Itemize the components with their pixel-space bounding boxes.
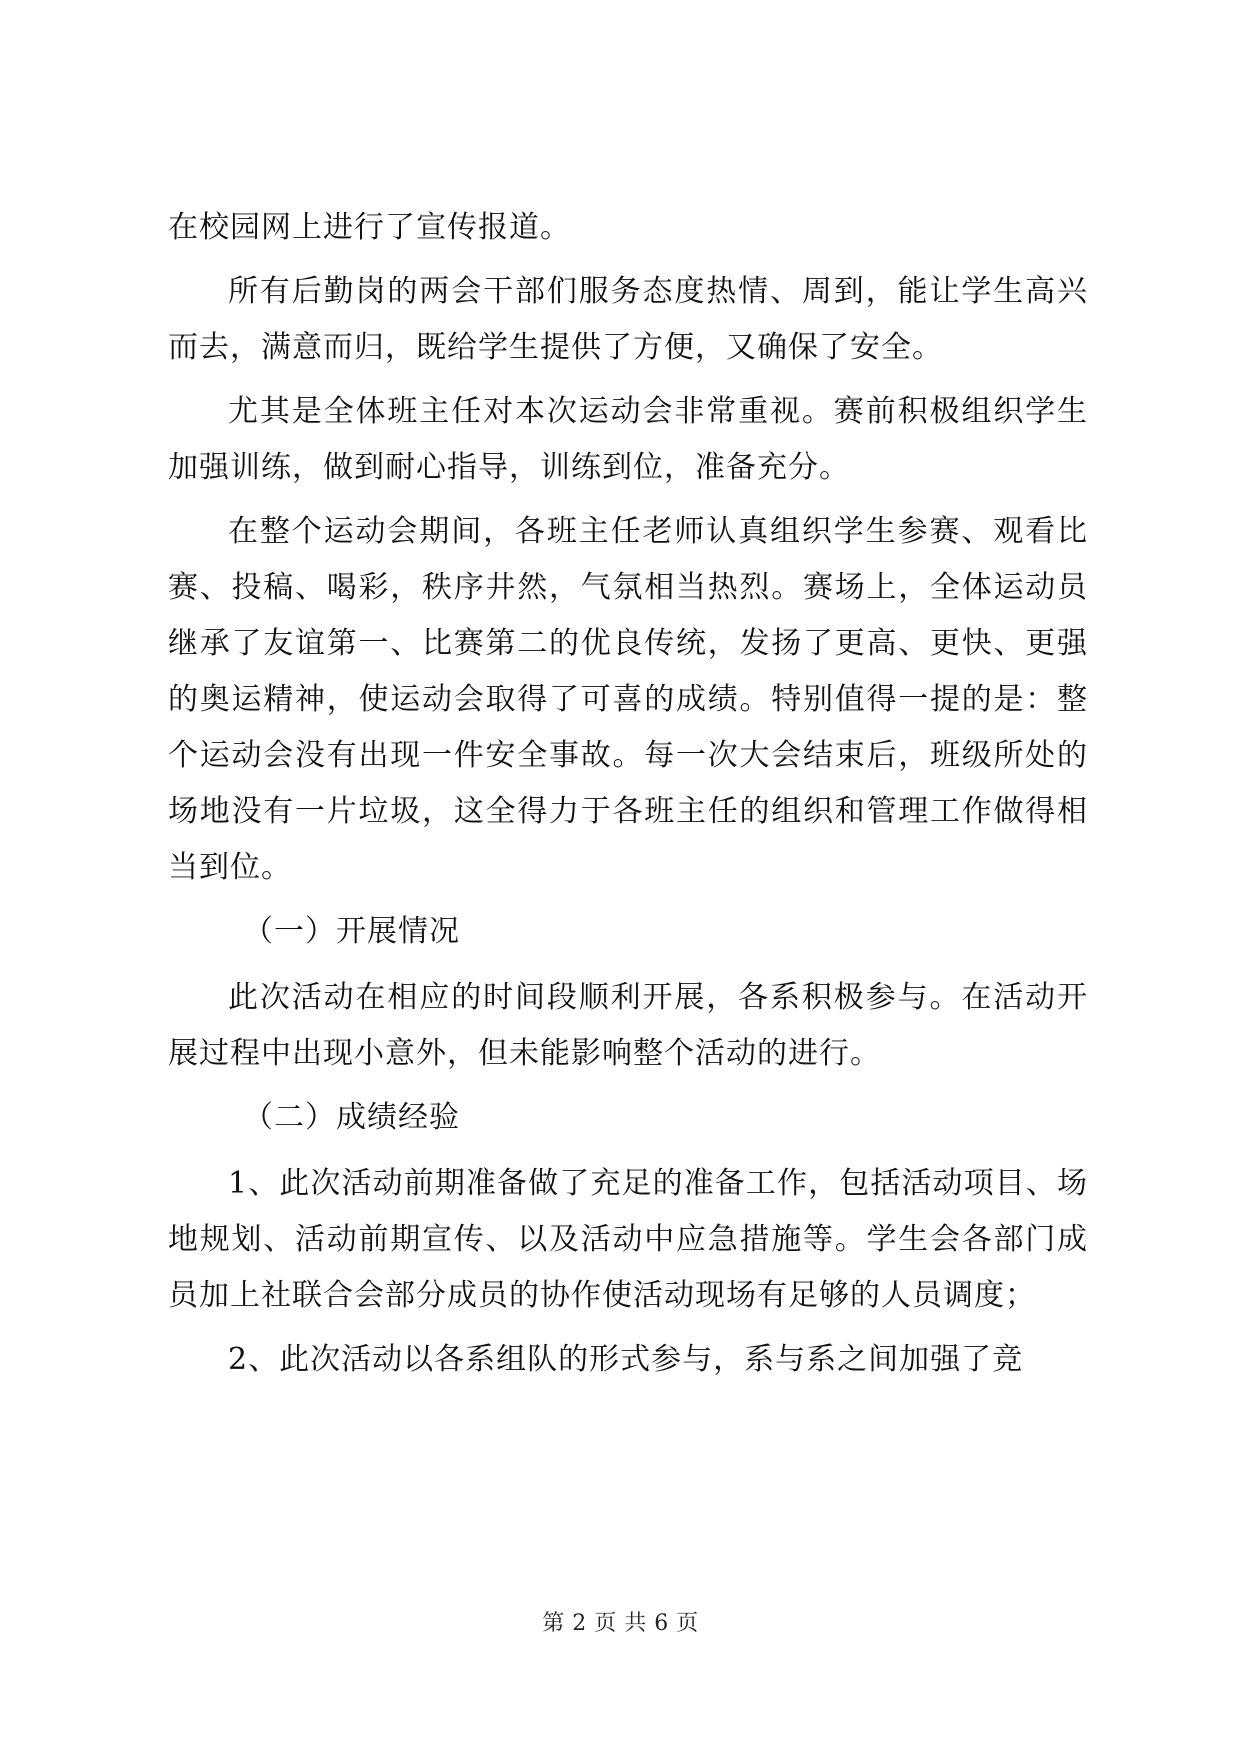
document-body [168, 200, 1088, 1396]
section-heading: （一）开展情况 [243, 914, 460, 949]
paragraph: 此次活动在相应的时间段顺利开展，各系积极参与。在活动开展过程中出现小意外，但未能影响整个活动的进行。 [168, 980, 1088, 1071]
page-number-footer: 第 2 页 共 6 页 [542, 1611, 699, 1636]
paragraph: 在整个运动会期间，各班主任老师认真组织学生参赛、观看比赛、投稿、喝彩，秩序井然，气氛相当热烈。赛场上，全体运动员继承了友谊第一、比赛第二的优良传统，发扬了更高、更快、更强的奥运精神，使运动会取得了可喜的成绩。特别值得一提的是：整个运动会没有出现一件安全事故。每一次大会结束后，班级所处的场地没有一片垃圾，这全得力于各班主任的组织和管理工作做得相当到位。 [168, 514, 1088, 885]
paragraph: 所有后勤岗的两会干部们服务态度热情、周到，能让学生高兴而去，满意而归，既给学生提供了方便，又确保了安全。 [168, 274, 1088, 365]
section-heading: （二）成绩经验 [243, 1100, 460, 1135]
paragraph: 1、此次活动前期准备做了充足的准备工作，包括活动项目、场地规划、活动前期宣传、以及活动中应急措施等。学生会各部门成员加上社联合会部分成员的协作使活动现场有足够的人员调度； [168, 1166, 1088, 1313]
paragraph: 尤其是全体班主任对本次运动会非常重视。赛前积极组织学生加强训练，做到耐心指导，训练到位，准备充分。 [168, 394, 1088, 485]
paragraph: 在校园网上进行了宣传报道。 [168, 210, 571, 245]
paragraph: 2、此次活动以各系组队的形式参与，系与系之间加强了竞 [228, 1342, 1024, 1377]
